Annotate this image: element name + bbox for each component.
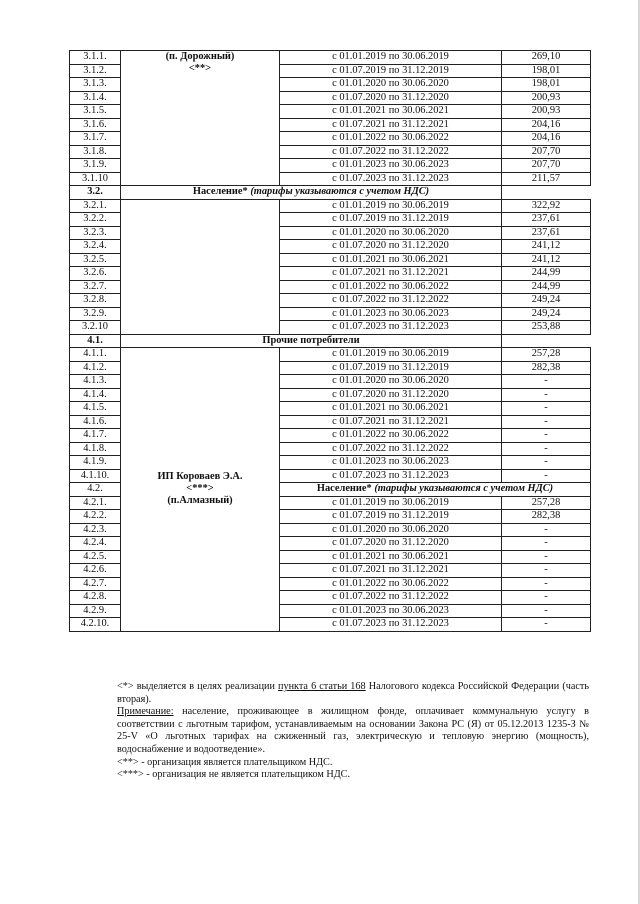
- row-number: 4.1.8.: [70, 442, 121, 456]
- row-number: 4.1.2.: [70, 361, 121, 375]
- period-cell: с 01.07.2023 по 31.12.2023: [280, 618, 502, 632]
- tariff-value: -: [502, 537, 591, 551]
- organization-cell: [121, 348, 280, 632]
- tariff-value: -: [502, 550, 591, 564]
- tariff-value: 198,01: [502, 78, 591, 92]
- row-number: 4.1.7.: [70, 429, 121, 443]
- tariff-value: 207,70: [502, 159, 591, 173]
- row-number: 3.2.6.: [70, 267, 121, 281]
- section-header-note: (тарифы указываются с учетом НДС): [374, 483, 554, 495]
- period-cell: с 01.01.2022 по 30.06.2022: [280, 280, 502, 294]
- row-number: 4.1.: [70, 334, 121, 348]
- row-number: 3.1.2.: [70, 64, 121, 78]
- period-cell: с 01.01.2022 по 30.06.2022: [280, 577, 502, 591]
- period-cell: с 01.01.2023 по 30.06.2023: [280, 307, 502, 321]
- period-cell: с 01.07.2020 по 31.12.2020: [280, 240, 502, 254]
- row-number: 3.2.8.: [70, 294, 121, 308]
- tariff-value: 237,61: [502, 213, 591, 227]
- row-number: 4.1.6.: [70, 415, 121, 429]
- tariff-value: 200,93: [502, 91, 591, 105]
- remark-label: Примечание:: [117, 706, 174, 718]
- tariff-value: 257,28: [502, 348, 591, 362]
- period-cell: с 01.01.2021 по 30.06.2021: [280, 550, 502, 564]
- tariff-table-body: [70, 51, 591, 632]
- period-cell: с 01.01.2023 по 30.06.2023: [280, 456, 502, 470]
- tariff-value: 269,10: [502, 51, 591, 65]
- period-cell: с 01.01.2021 по 30.06.2021: [280, 253, 502, 267]
- tariff-value: 200,93: [502, 105, 591, 119]
- tariff-value: 282,38: [502, 361, 591, 375]
- footnote-remark: [117, 706, 589, 756]
- period-cell: с 01.07.2020 по 31.12.2020: [280, 91, 502, 105]
- row-number: 4.2.1.: [70, 496, 121, 510]
- tariff-value: 204,16: [502, 132, 591, 146]
- tariff-value: -: [502, 415, 591, 429]
- footnote-not-vat-payer: <***> - организация не является плательщиком НДС.: [117, 769, 351, 781]
- row-number: 3.2.1.: [70, 199, 121, 213]
- tariff-value: -: [502, 591, 591, 605]
- tariff-value: 241,12: [502, 240, 591, 254]
- period-cell: с 01.01.2019 по 30.06.2019: [280, 51, 502, 65]
- row-number: 3.2.3.: [70, 226, 121, 240]
- tariff-value: 257,28: [502, 496, 591, 510]
- tariff-value: -: [502, 388, 591, 402]
- tariff-value: 249,24: [502, 294, 591, 308]
- footnote-text: Налогового кодекса Российской Федерации (часть вторая).: [117, 681, 589, 705]
- row-number: 3.1.9.: [70, 159, 121, 173]
- row-number: 4.1.1.: [70, 348, 121, 362]
- period-cell: с 01.01.2019 по 30.06.2019: [280, 496, 502, 510]
- tariff-value: -: [502, 618, 591, 632]
- section-header-row: [70, 186, 591, 200]
- table-row: [70, 51, 591, 65]
- period-cell: с 01.07.2023 по 31.12.2023: [280, 321, 502, 335]
- row-number: 4.2.: [70, 483, 121, 497]
- row-number: 4.1.10.: [70, 469, 121, 483]
- row-number: 3.2.: [70, 186, 121, 200]
- row-number: 4.2.3.: [70, 523, 121, 537]
- table-row: [70, 199, 591, 213]
- period-cell: с 01.07.2020 по 31.12.2020: [280, 388, 502, 402]
- row-number: 4.1.5.: [70, 402, 121, 416]
- row-number: 4.1.3.: [70, 375, 121, 389]
- organization-cell-empty: [121, 199, 280, 334]
- organization-line: <***>: [186, 483, 214, 495]
- period-cell: с 01.01.2021 по 30.06.2021: [280, 402, 502, 416]
- tariff-value: 198,01: [502, 64, 591, 78]
- period-cell: с 01.07.2019 по 31.12.2019: [280, 213, 502, 227]
- period-cell: с 01.01.2021 по 30.06.2021: [280, 105, 502, 119]
- period-cell: с 01.01.2020 по 30.06.2020: [280, 375, 502, 389]
- tariff-value: 244,99: [502, 267, 591, 281]
- period-cell: с 01.07.2019 по 31.12.2019: [280, 510, 502, 524]
- table-row: [70, 348, 591, 362]
- period-cell: с 01.01.2022 по 30.06.2022: [280, 429, 502, 443]
- row-number: 3.2.2.: [70, 213, 121, 227]
- tariff-value: 244,99: [502, 280, 591, 294]
- tariff-value: -: [502, 564, 591, 578]
- footnote-text: <*> выделяется в целях реализации: [117, 681, 279, 692]
- footnotes: [117, 681, 589, 782]
- section-header: [280, 483, 591, 497]
- footnote-vat-article: [117, 681, 589, 706]
- tariff-value: 204,16: [502, 118, 591, 132]
- period-cell: с 01.01.2019 по 30.06.2019: [280, 348, 502, 362]
- tariff-value: -: [502, 604, 591, 618]
- organization-line: <**>: [188, 63, 212, 74]
- row-number: 3.1.4.: [70, 91, 121, 105]
- period-cell: с 01.07.2023 по 31.12.2023: [280, 172, 502, 186]
- period-cell: с 01.07.2021 по 31.12.2021: [280, 415, 502, 429]
- period-cell: с 01.07.2019 по 31.12.2019: [280, 361, 502, 375]
- section-header-title: Население*: [316, 483, 375, 495]
- period-cell: с 01.07.2022 по 31.12.2022: [280, 591, 502, 605]
- period-cell: с 01.01.2020 по 30.06.2020: [280, 523, 502, 537]
- period-cell: с 01.07.2021 по 31.12.2021: [280, 267, 502, 281]
- period-cell: с 01.07.2020 по 31.12.2020: [280, 537, 502, 551]
- tariff-value: 282,38: [502, 510, 591, 524]
- row-number: 3.1.3.: [70, 78, 121, 92]
- row-number: 3.1.8.: [70, 145, 121, 159]
- row-number: 4.2.9.: [70, 604, 121, 618]
- remark-text: население, проживающее в жилищном фонде, оплачивает коммунальную услугу в соответствии с льготным тарифом, устанавливаемым на основании Закона РС (Я) от 05.12.2013 1235-З № 25-V «О льготных тарифах на сжиженный газ, электрическую и тепловую энергию (мощность), водоснабжение и водоотведение».: [117, 706, 589, 755]
- tariff-value: 253,88: [502, 321, 591, 335]
- row-number: 3.1.7.: [70, 132, 121, 146]
- period-cell: с 01.07.2019 по 31.12.2019: [280, 64, 502, 78]
- row-number: 3.1.6.: [70, 118, 121, 132]
- row-number: 3.2.9.: [70, 307, 121, 321]
- row-number: 4.2.10.: [70, 618, 121, 632]
- tariff-value: -: [502, 442, 591, 456]
- row-number: 4.2.8.: [70, 591, 121, 605]
- tariff-value: -: [502, 375, 591, 389]
- section-header-title: Население*: [192, 186, 251, 198]
- row-number: 4.2.7.: [70, 577, 121, 591]
- tariff-value: -: [502, 456, 591, 470]
- organization-line: (п. Дорожный): [165, 51, 235, 62]
- row-number: 3.2.10: [70, 321, 121, 335]
- section-header-note: (тарифы указываются с учетом НДС): [250, 186, 430, 198]
- tax-code-link[interactable]: пункта 6 статьи 168: [278, 681, 366, 692]
- footnote-vat-payer: <**> - организация является плательщиком НДС.: [117, 756, 333, 768]
- tariff-value: -: [502, 577, 591, 591]
- period-cell: с 01.01.2020 по 30.06.2020: [280, 78, 502, 92]
- section-header: Прочие потребители: [121, 334, 502, 348]
- period-cell: с 01.01.2022 по 30.06.2022: [280, 132, 502, 146]
- tariff-value: 237,61: [502, 226, 591, 240]
- period-cell: с 01.07.2022 по 31.12.2022: [280, 442, 502, 456]
- organization-line: (п.Алмазный): [167, 495, 233, 507]
- tariff-value: -: [502, 469, 591, 483]
- tariff-value: 241,12: [502, 253, 591, 267]
- row-number: 4.1.9.: [70, 456, 121, 470]
- tariff-value: 211,57: [502, 172, 591, 186]
- row-number: 3.1.10: [70, 172, 121, 186]
- period-cell: с 01.01.2019 по 30.06.2019: [280, 199, 502, 213]
- row-number: 3.2.4.: [70, 240, 121, 254]
- row-number: 4.2.2.: [70, 510, 121, 524]
- organization-line: ИП Короваев Э.А.: [157, 471, 243, 483]
- tariff-value: -: [502, 429, 591, 443]
- period-cell: с 01.07.2022 по 31.12.2022: [280, 294, 502, 308]
- period-cell: с 01.01.2023 по 30.06.2023: [280, 604, 502, 618]
- period-cell: с 01.07.2021 по 31.12.2021: [280, 118, 502, 132]
- tariff-value: -: [502, 402, 591, 416]
- row-number: 4.1.4.: [70, 388, 121, 402]
- tariff-value: 322,92: [502, 199, 591, 213]
- organization-cell: [121, 51, 280, 186]
- period-cell: с 01.07.2021 по 31.12.2021: [280, 564, 502, 578]
- tariff-value: 249,24: [502, 307, 591, 321]
- row-number: 3.2.7.: [70, 280, 121, 294]
- period-cell: с 01.07.2023 по 31.12.2023: [280, 469, 502, 483]
- row-number: 3.1.1.: [70, 51, 121, 65]
- tariff-value: -: [502, 523, 591, 537]
- row-number: 4.2.4.: [70, 537, 121, 551]
- period-cell: с 01.01.2023 по 30.06.2023: [280, 159, 502, 173]
- row-number: 3.1.5.: [70, 105, 121, 119]
- period-cell: с 01.01.2020 по 30.06.2020: [280, 226, 502, 240]
- row-number: 4.2.5.: [70, 550, 121, 564]
- section-header-row: [70, 334, 591, 348]
- tariff-value: 207,70: [502, 145, 591, 159]
- row-number: 3.2.5.: [70, 253, 121, 267]
- period-cell: с 01.07.2022 по 31.12.2022: [280, 145, 502, 159]
- row-number: 4.2.6.: [70, 564, 121, 578]
- section-header: [121, 186, 502, 200]
- tariff-table: [69, 50, 591, 632]
